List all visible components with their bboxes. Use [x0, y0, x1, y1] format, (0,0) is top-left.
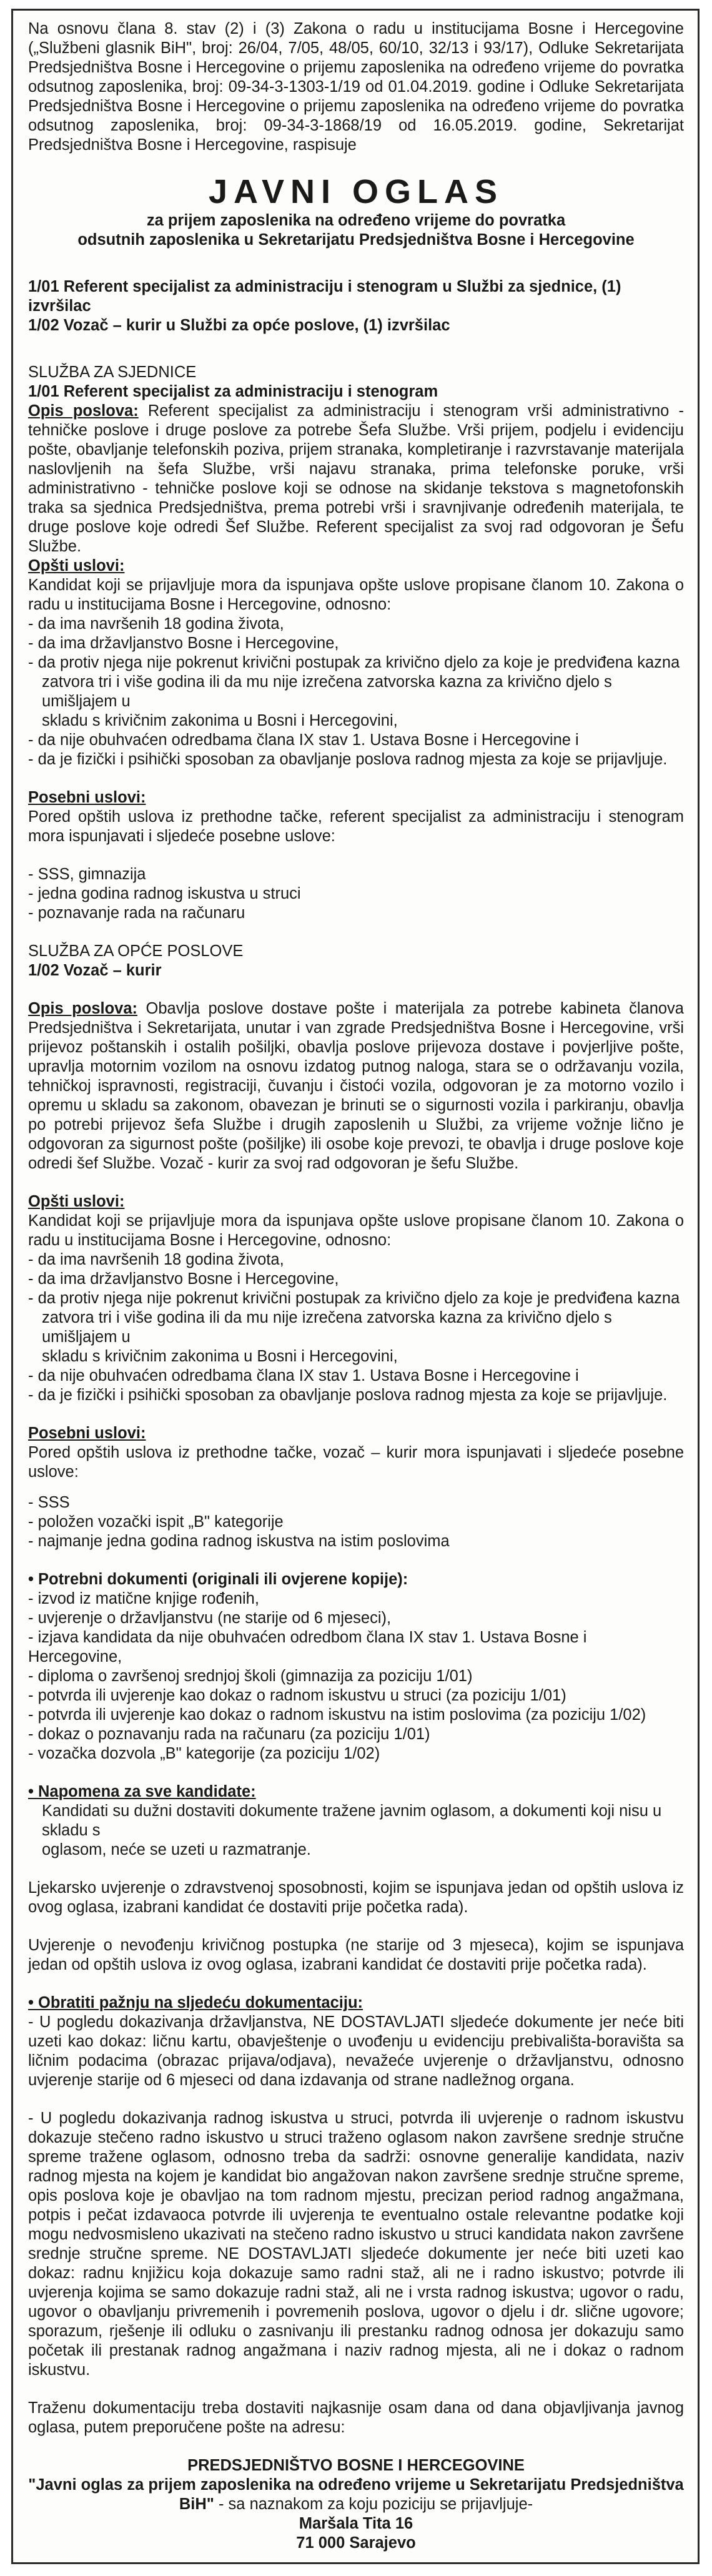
list-item: zatvora tri i više godina ili da mu nije izrečena zatvorska kazna za krivično djelo s umišljajem u — [42, 673, 612, 710]
job-announcement-page — [11, 9, 700, 2564]
pos2-general-label: Opšti uslovi: — [28, 1193, 125, 1210]
pos2-description-text: Obavlja poslove dostave pošte i materijala za potrebe kabineta članova Predsjedništva i Sekretarijata, unutar i van zgrade Predsjedništva Bosne i Hercegovine, vrši prijevoz poštanskih i ostalih pošiljki, obavlja poslove prijevoza dostave i povjerljive pošte, upravlja motornim vozilom na osnovu izdatog putnog naloga, stara se o održavanju vozila, tehničkoj ispravnosti, registraciji, čuvanju i čistoći vozila, odgovoran je za motorno vozilo i opremu u skladu sa zakonom, obavezan je brinuti se o sigurnosti vozila i parkiranju, obavlja po potrebi prijevoz šefa Službe i drugih zaposlenih u Službi, za vrijeme vožnje lično je odgovoran za sigurnost pošte (pošiljke) ili osobe koje prevozi, te obavlja i druge poslove koje odredi šef Službe. Vozač - kurir za svoj rad odgovoran je šefu Službe. — [28, 1000, 684, 1172]
address-street: Maršala Tita 16 — [299, 2515, 413, 2532]
list-item: skladu s krivičnim zakonima u Bosni i Hercegovini, — [42, 1348, 398, 1365]
list-item: - poznavanje rada na računaru — [28, 904, 245, 922]
list-item: - dokaz o poznavanju rada na računaru (za poziciju 1/01) — [28, 1725, 430, 1743]
list-item: - uvjerenje o državljanstvu (ne starije od 6 mjeseci), — [28, 1609, 392, 1627]
list-item: zatvora tri i više godina ili da mu nije izrečena zatvorska kazna za krivično djelo s umišljajem u — [42, 1309, 612, 1346]
pos2-general-list — [28, 1250, 684, 1405]
pos1-general-label: Opšti uslovi: — [28, 557, 125, 575]
note-medical-paragraph: Ljekarsko uvjerenje o zdravstvenoj sposobnosti, kojim se ispunjava jedan od opštih uslova iz ovog oglasa, izabrani kandidat će dostaviti prije početka rada). — [28, 1879, 684, 1916]
address-subject-title: "Javni oglas za prijem zaposlenika na određeno vrijeme u Sekretarijatu Predsjedništva BiH" — [28, 2476, 684, 2513]
pos2-special-label: Posebni uslovi: — [28, 1424, 146, 1442]
announcement-subtitle-line-2: odsutnih zaposlenika u Sekretarijatu Predsjedništva Bosne i Hercegovine — [77, 231, 635, 249]
attention-experience-paragraph: - U pogledu dokazivanja radnog iskustva u struci, potvrda ili uvjerenje o radnom iskustvu dokazuje stečeno radno iskustvo u struci traženo oglasom nakon završene srednje stručne spreme tražene oglasom, odnosno treba da sadrži: osnovne generalije kandidata, naziv radnog mjesta na kojem je kandidat bio angažovan nakon završene srednje stručne spreme, opis poslova koje je obavljao na tom radnom mjestu, precizan period radnog angažmana, potpis i pečat izdavaoca potvrde ili uvjerenja te eventualno ostale relevantne podatke koji mogu nedvosmisleno ukazivati na stečeno radno iskustvo u struci kandidata nakon završene srednje stručne spreme. NE DOSTAVLJATI sljedeće dokumente jer neće biti uzeti kao dokaz: radnu knjižicu koja dokazuje samo radni staž, ali ne i radno iskustvo; potvrde ili uvjerenja kojima se samo dokazuje radni staž, ali ne i vrsta radnog iskustva; ugovor o radu, ugovor o obavljanju privremenih i povremenih poslova, ugovor o djelu i dr. slične ugovore; sporazum, rješenje ili odluku o zasnivanju ili prestanku radnog odnosa jer dokazuju samo početak ili prestanak radnog angažmana i naziv radnog mjesta, ali ne i dokaz o radnom iskustvu. — [28, 2110, 684, 2379]
intro-paragraph: Na osnovu člana 8. stav (2) i (3) Zakona o radu u institucijama Bosne i Hercegovine („Službeni glasnik BiH", broj: 26/04, 7/05, 48/05, 60/10, 32/13 i 93/17), Odluke Sekretarijata Predsjedništva Bosne i Hercegovine o prijemu zaposlenika na određeno vrijeme do povratka odsutnog zaposlenika, broj: 09-34-3-1303-1/19 od 01.04.2019. godine i Odluke Sekretarijata Predsjedništva Bosne i Hercegovine o prijemu zaposlenika na određeno vrijeme do povratka odsutnog zaposlenika, broj: 09-34-3-1868/19 od 16.05.2019. godine, Sekretarijat Predsjedništva Bosne i Hercegovine, raspisuje — [28, 20, 684, 154]
list-item: - da je fizički i psihički sposoban za obavljanje poslova radnog mjesta za koje se prijavljuje. — [28, 751, 668, 768]
list-item: - da nije obuhvaćen odredbama člana IX stav 1. Ustava Bosne i Hercegovine i — [28, 1367, 579, 1384]
list-item: skladu s krivičnim zakonima u Bosni i Hercegovini, — [42, 712, 398, 729]
pos1-special-intro: Pored opštih uslova iz prethodne tačke, referent specijalist za administraciju i stenogram mora ispunjavati i sljedeće posebne uslove: — [28, 808, 684, 845]
announcement-title: JAVNI OGLAS — [208, 173, 504, 210]
list-item: - da ima državljanstvo Bosne i Hercegovine, — [28, 634, 339, 652]
announcement-subtitle-line-1: za prijem zaposlenika na određeno vrijeme do povratka — [146, 212, 566, 229]
list-item: - da protiv njega nije pokrenut krivični postupak za krivično djelo za koje je predviđena kazna — [28, 1290, 680, 1307]
list-item: - potvrda ili uvjerenje kao dokaz o radnom iskustvu u struci (za poziciju 1/01) — [28, 1687, 566, 1704]
list-item: - najmanje jedna godina radnog iskustva na istim poslovima — [28, 1532, 450, 1550]
list-item: - SSS — [28, 1494, 70, 1511]
pos2-special-intro: Pored opštih uslova iz prethodne tačke, vozač – kurir mora ispunjavati i sljedeće posebne uslove: — [28, 1444, 684, 1481]
pos1-special-label: Posebni uslovi: — [28, 789, 146, 806]
list-item: - vozačka dozvola „B" kategorije (za poziciju 1/02) — [28, 1745, 380, 1762]
documents-label: • Potrebni dokumenti (originali ili ovjerene kopije): — [28, 1571, 408, 1588]
pos2-special-list — [28, 1493, 684, 1551]
pos1-heading: 1/01 Referent specijalist za administraciju i stenogram — [28, 383, 438, 400]
address-institution: PREDSJEDNIŠTVO BOSNE I HERCEGOVINE — [187, 2457, 525, 2474]
pos2-service-name: SLUŽBA ZA OPĆE POSLOVE — [28, 942, 244, 960]
list-item: - diploma o završenoj srednjoj školi (gimnazija za poziciju 1/01) — [28, 1667, 473, 1685]
pos1-description-text: Referent specijalist za administraciju i stenogram vrši administrativno - tehničke poslove i druge poslove za potrebe Šefa Službe. Vrši prijem, podjelu i evidenciju pošte, obavljanje telefonskih poziva, prijem stranaka, kompletiranje i razvrstavanje materijala naslovljenih na šefa Službe, vrši najavu stranaka, prima telefonske poruke, vrši administrativno - tehničke poslove koji se odnose na skidanje tekstova s magnetofonskih traka sa sjednica Predsjedništva, prema potrebi vrši i sravnjivanje određenih materijala, te druge poslove koje odredi Šef Službe. Referent specijalist za svoj rad odgovoran je Šefu Službe. — [28, 402, 684, 555]
pos1-general-list — [28, 614, 684, 769]
list-item: - jedna godina radnog iskustva u struci — [28, 885, 301, 902]
address-subject — [28, 2475, 684, 2514]
list-item: - da nije obuhvaćen odredbama člana IX stav 1. Ustava Bosne i Hercegovine i — [28, 731, 579, 749]
list-item: - da protiv njega nije pokrenut krivični postupak za krivično djelo za koje je predviđena kazna — [28, 654, 680, 671]
position-summary-1: 1/01 Referent specijalist za administraciju i stenogram u Službi za sjednice, (1) izvršilac — [28, 278, 621, 315]
attention-label: • Obratiti pažnju na sljedeću dokumentaciju: — [28, 1994, 363, 2011]
documents-list — [28, 1589, 684, 1764]
pos2-description — [28, 999, 684, 1173]
pos1-service-name: SLUŽBA ZA SJEDNICE — [28, 363, 197, 381]
note-line-1: Kandidati su dužni dostaviti dokumente tražene javnim oglasom, a dokumenti koji nisu u skladu s — [42, 1802, 662, 1839]
note-criminal-paragraph: Uvjerenje o nevođenju krivičnog postupka (ne starije od 3 mjeseca), kojim se ispunjava jedan od opštih uslova iz ovog oglasa, izabrani kandidat će dostaviti prije početka rada). — [28, 1937, 684, 1973]
pos1-special-list — [28, 865, 684, 923]
list-item: - položen vozački ispit „B" kategorije — [28, 1513, 284, 1531]
pos1-description — [28, 402, 684, 556]
list-item: - SSS, gimnazija — [28, 866, 146, 883]
pos2-general-intro: Kandidat koji se prijavljuje mora da ispunjava opšte uslove propisane članom 10. Zakona o radu u institucijama Bosne i Hercegovine, odnosno: — [28, 1212, 684, 1249]
note-label: • Napomena za sve kandidate: — [28, 1783, 256, 1800]
address-subject-note: - sa naznakom za koju poziciju se prijavljuje- — [214, 2495, 533, 2513]
list-item: - izjava kandidata da nije obuhvaćen odredbom člana IX stav 1. Ustava Bosne i Hercegovine, — [28, 1629, 587, 1666]
list-item: - potvrda ili uvjerenje kao dokaz o radnom iskustvu na istim poslovima (za poziciju 1/02) — [28, 1706, 646, 1724]
list-item: - da ima navršenih 18 godina života, — [28, 615, 284, 633]
position-summary-2: 1/02 Vozač – kurir u Službi za opće poslove, (1) izvršilac — [28, 317, 450, 334]
list-item: - da ima navršenih 18 godina života, — [28, 1251, 284, 1268]
closing-paragraph: Traženu dokumentaciju treba dostaviti najkasnije osam dana od dana objavljivanja javnog oglasa, putem preporučene pošte na adresu: — [28, 2399, 684, 2436]
note-line-2: oglasom, neće se uzeti u razmatranje. — [42, 1841, 311, 1858]
pos2-description-label: Opis poslova: — [28, 1000, 138, 1017]
list-item: - da ima državljanstvo Bosne i Hercegovine, — [28, 1270, 339, 1288]
pos2-heading: 1/02 Vozač – kurir — [28, 962, 162, 979]
address-city: 71 000 Sarajevo — [296, 2534, 416, 2552]
list-item: - izvod iz matične knjige rođenih, — [28, 1590, 259, 1607]
list-item: - da je fizički i psihički sposoban za obavljanje poslova radnog mjesta za koje se prijavljuje. — [28, 1386, 668, 1404]
pos1-general-intro: Kandidat koji se prijavljuje mora da ispunjava opšte uslove propisane članom 10. Zakona o radu u institucijama Bosne i Hercegovine, odnosno: — [28, 576, 684, 613]
attention-citizenship-paragraph: - U pogledu dokazivanja državljanstva, NE DOSTAVLJATI sljedeće dokumente jer neće biti uzeti kao dokaz: ličnu kartu, obavještenje o uvođenju u evidenciju prebivališta-boravišta sa ličnim podacima (obrazac prijava/odjava), nevažeće uvjerenje o državljanstvu, odnosno uvjerenje starije od 6 mjeseci od dana izdavanja od strane nadležnog organa. — [28, 2013, 684, 2089]
pos1-description-label: Opis poslova: — [28, 402, 139, 420]
